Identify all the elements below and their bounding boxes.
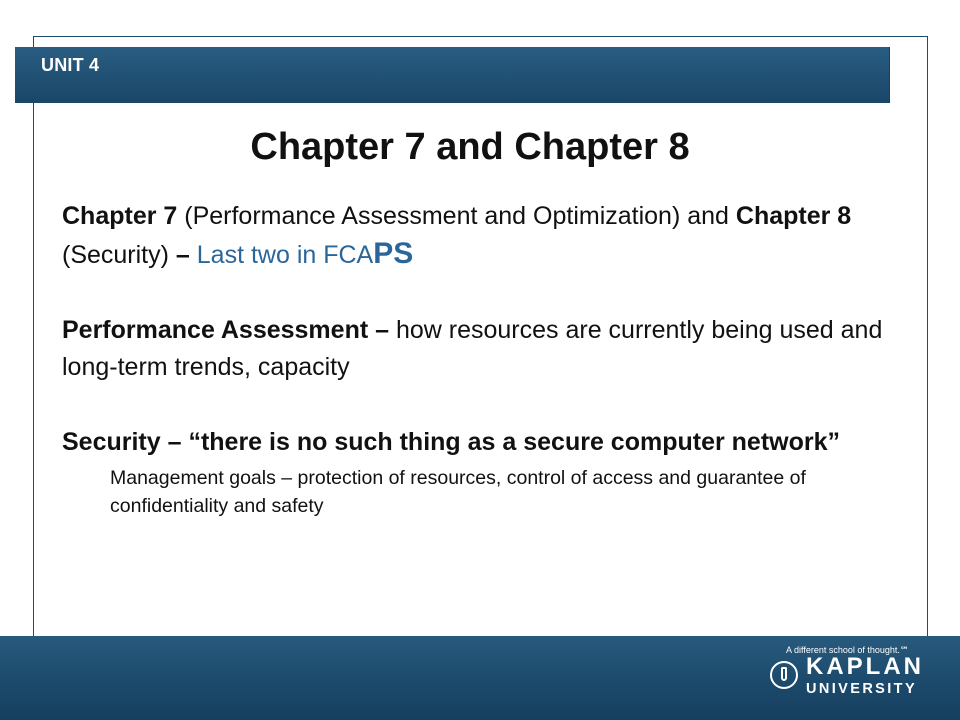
footer-bar: [0, 636, 960, 720]
management-goals-bullet: Management goals – protection of resources, control of access and guarantee of confidentiality and safety: [110, 467, 806, 517]
chapter-7-description: (Performance Assessment and Optimization) and: [177, 202, 736, 230]
logo-kaplan-text: KAPLAN: [806, 653, 924, 680]
slide-content: [62, 198, 902, 520]
unit-label: UNIT 4: [41, 55, 100, 75]
unit-header-bar: [15, 47, 890, 103]
chapter-8-description: (Security): [62, 241, 176, 269]
kaplan-emblem-icon: [770, 661, 798, 689]
chapter-8-label: Chapter 8: [735, 202, 852, 230]
slide-title: Chapter 7 and Chapter 8: [250, 126, 690, 168]
chapters-paragraph: [62, 198, 902, 274]
performance-description: how resources are currently being used and long-term trends, capacity: [62, 316, 883, 381]
chapter-7-label: Chapter 7: [62, 202, 178, 230]
security-quote: Security – “there is no such thing as a secure computer network”: [62, 428, 841, 456]
logo-university-text: UNIVERSITY: [806, 681, 918, 697]
chapters-dash: –: [175, 241, 197, 269]
fcaps-ps-emphasis: PS: [373, 237, 414, 270]
performance-paragraph: [62, 312, 902, 386]
performance-label: Performance Assessment –: [62, 316, 390, 344]
fcaps-note: Last two in FCA: [196, 241, 374, 269]
tagline: A different school of thought.℠: [786, 645, 910, 655]
security-paragraph: [62, 424, 902, 461]
